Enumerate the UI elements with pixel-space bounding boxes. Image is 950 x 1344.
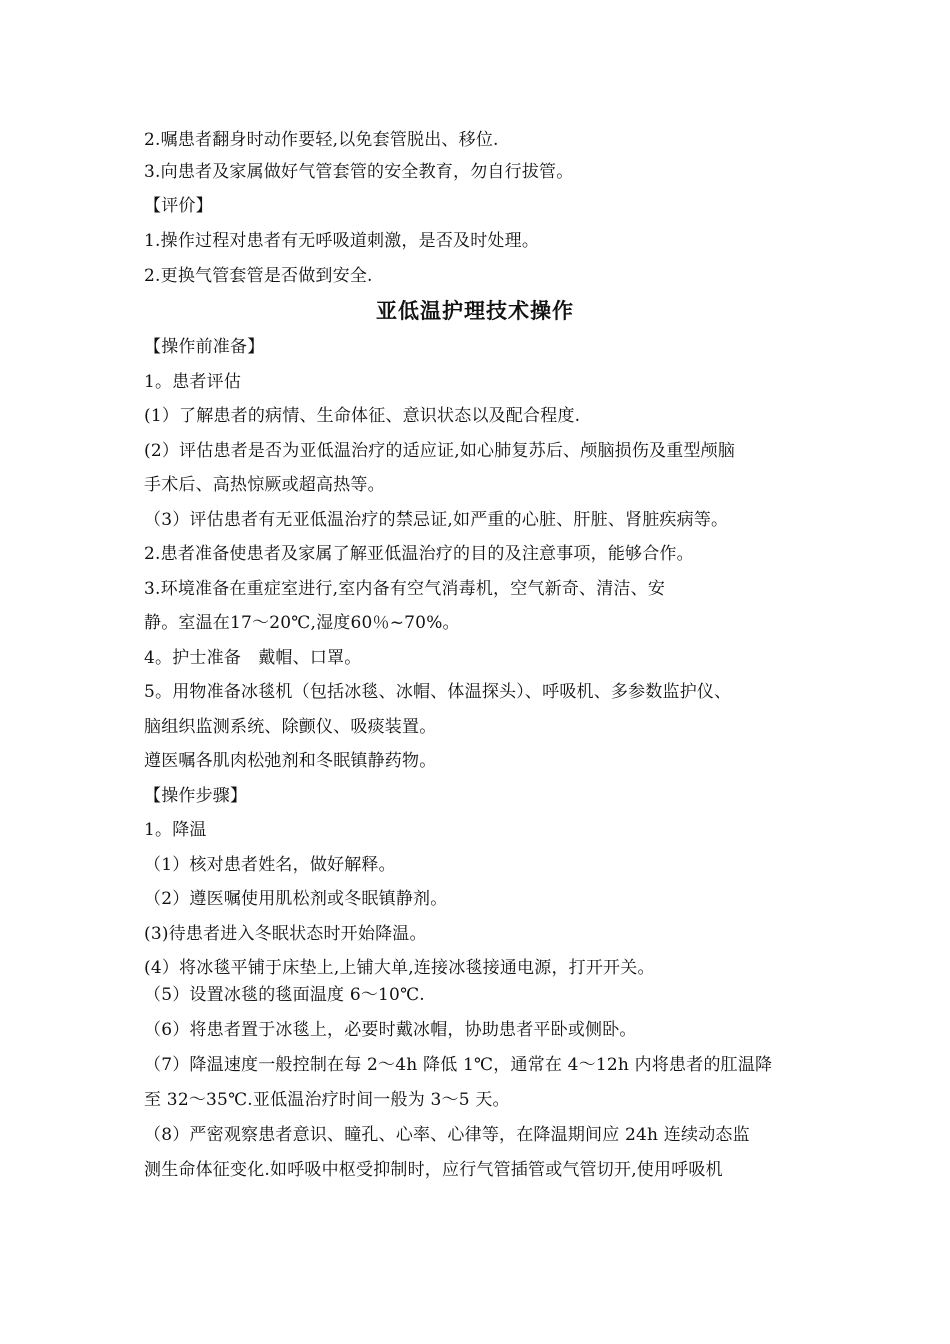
text-line: 1。患者评估	[144, 372, 242, 392]
text-line: 测生命体征变化.如呼吸中枢受抑制时，应行气管插管或气管切开,使用呼吸机	[144, 1160, 723, 1180]
text-line: 3.环境准备在重症室进行,室内备有空气消毒机，空气新奇、清洁、安	[144, 579, 666, 599]
text-line: 2.嘱患者翻身时动作要轻,以免套管脱出、移位.	[144, 130, 499, 150]
text-line: 1。降温	[144, 820, 207, 840]
text-line: 2.患者准备使患者及家属了解亚低温治疗的目的及注意事项，能够合作。	[144, 544, 694, 564]
page-title: 亚低温护理技术操作	[376, 299, 574, 323]
text-line: (2）评估患者是否为亚低温治疗的适应证,如心肺复苏后、颅脑损伤及重型颅脑	[144, 441, 736, 461]
text-line: (3)待患者进入冬眠状态时开始降温。	[144, 924, 427, 944]
text-line: （6）将患者置于冰毯上，必要时戴冰帽，协助患者平卧或侧卧。	[144, 1020, 637, 1040]
text-line: (1）了解患者的病情、生命体征、意识状态以及配合程度.	[144, 406, 581, 426]
text-line: （5）设置冰毯的毯面温度 6～10℃.	[144, 985, 425, 1005]
text-line: 3.向患者及家属做好气管套管的安全教育，勿自行拔管。	[144, 162, 574, 182]
text-line: （8）严密观察患者意识、瞳孔、心率、心律等，在降温期间应 24h 连续动态监	[144, 1125, 750, 1145]
text-line: （2）遵医嘱使用肌松剂或冬眠镇静剂。	[144, 889, 448, 909]
text-line: 静。室温在17～20℃,湿度60％~70%。	[144, 613, 460, 633]
text-line: 1.操作过程对患者有无呼吸道刺激，是否及时处理。	[144, 231, 540, 251]
text-line: 2.更换气管套管是否做到安全.	[144, 266, 373, 286]
text-line: （3）评估患者有无亚低温治疗的禁忌证,如严重的心脏、肝脏、肾脏疾病等。	[144, 510, 729, 530]
text-line: 至 32～35℃.亚低温治疗时间一般为 3～5 天。	[144, 1090, 510, 1110]
section-heading: 【操作步骤】	[144, 786, 248, 806]
section-heading: 【操作前准备】	[144, 337, 265, 357]
text-line: (4）将冰毯平铺于床垫上,上铺大单,连接冰毯接通电源，打开开关。	[144, 958, 655, 978]
text-line: 4。护士准备 戴帽、口罩。	[144, 648, 362, 668]
text-line: 手术后、高热惊厥或超高热等。	[144, 475, 385, 495]
text-line: 脑组织监测系统、除颤仪、吸痰装置。	[144, 717, 437, 737]
text-line: （1）核对患者姓名，做好解释。	[144, 855, 396, 875]
text-line: （7）降温速度一般控制在每 2～4h 降低 1℃，通常在 4～12h 内将患者的肛温降	[144, 1055, 773, 1075]
section-heading: 【评价】	[144, 196, 213, 216]
text-line: 5。用物准备冰毯机（包括冰毯、冰帽、体温探头）、呼吸机、多参数监护仪、	[144, 682, 732, 702]
text-line: 遵医嘱各肌肉松弛剂和冬眠镇静药物。	[144, 751, 437, 771]
